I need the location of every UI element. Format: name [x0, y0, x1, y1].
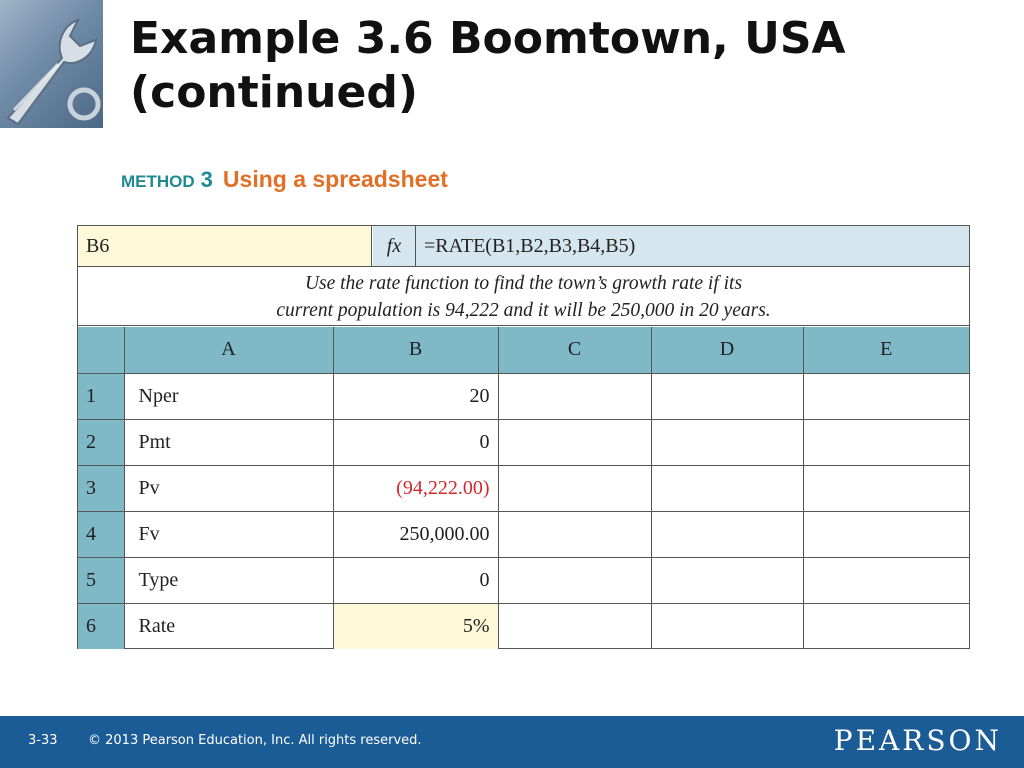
page-number: 3-33 [28, 733, 58, 748]
table-row [78, 557, 969, 603]
cell-e2[interactable] [803, 419, 969, 465]
wrench-logo-icon [0, 0, 103, 128]
row-header[interactable]: 3 [78, 465, 124, 511]
pearson-logo: PEARSON [833, 724, 1002, 757]
copyright-notice: © 2013 Pearson Education, Inc. All rights reserved. [88, 733, 422, 748]
row-header[interactable]: 6 [78, 603, 124, 649]
cell-c5[interactable] [498, 557, 651, 603]
title-line-1: Example 3.6 Boomtown, USA [130, 13, 846, 64]
cell-b4[interactable]: 250,000.00 [333, 511, 498, 557]
cell-e6[interactable] [803, 603, 969, 649]
formula-input[interactable]: =RATE(B1,B2,B3,B4,B5) [416, 226, 969, 266]
cell-e1[interactable] [803, 373, 969, 419]
formula-bar [78, 226, 969, 267]
cell-d6[interactable] [651, 603, 803, 649]
cell-c4[interactable] [498, 511, 651, 557]
cell-e3[interactable] [803, 465, 969, 511]
cell-d4[interactable] [651, 511, 803, 557]
table-row [78, 465, 969, 511]
spreadsheet-caption [78, 267, 969, 326]
cell-a3[interactable]: Pv [124, 465, 333, 511]
table-row [78, 603, 969, 649]
cell-b2[interactable]: 0 [333, 419, 498, 465]
column-header-b[interactable]: B [333, 327, 498, 373]
column-header-a[interactable]: A [124, 327, 333, 373]
fx-icon[interactable]: fx [373, 226, 416, 266]
cell-d5[interactable] [651, 557, 803, 603]
caption-line-2: current population is 94,222 and it will be 250,000 in 20 years. [276, 300, 771, 321]
footer-bar [0, 716, 1024, 768]
cell-a6[interactable]: Rate [124, 603, 333, 649]
cell-a4[interactable]: Fv [124, 511, 333, 557]
cell-reference-box[interactable]: B6 [78, 226, 372, 266]
column-header-row [78, 327, 969, 373]
cell-c2[interactable] [498, 419, 651, 465]
spreadsheet [77, 225, 970, 649]
cell-e5[interactable] [803, 557, 969, 603]
table-row [78, 419, 969, 465]
row-header[interactable]: 2 [78, 419, 124, 465]
page-title [130, 12, 846, 120]
column-header-d[interactable]: D [651, 327, 803, 373]
cell-c1[interactable] [498, 373, 651, 419]
cell-d3[interactable] [651, 465, 803, 511]
cell-b1[interactable]: 20 [333, 373, 498, 419]
cell-c3[interactable] [498, 465, 651, 511]
row-header[interactable]: 5 [78, 557, 124, 603]
cell-c6[interactable] [498, 603, 651, 649]
row-header[interactable]: 4 [78, 511, 124, 557]
cell-a5[interactable]: Type [124, 557, 333, 603]
row-header[interactable]: 1 [78, 373, 124, 419]
method-word: METHOD [121, 172, 195, 191]
title-line-2: (continued) [130, 67, 418, 118]
column-header-c[interactable]: C [498, 327, 651, 373]
cell-e4[interactable] [803, 511, 969, 557]
cell-b5[interactable]: 0 [333, 557, 498, 603]
method-title: Using a spreadsheet [222, 166, 448, 192]
cell-grid [78, 327, 969, 649]
column-header-e[interactable]: E [803, 327, 969, 373]
caption-line-1: Use the rate function to find the town’s growth rate if its [304, 273, 743, 294]
cell-a1[interactable]: Nper [124, 373, 333, 419]
select-all-corner[interactable] [78, 327, 124, 373]
cell-a2[interactable]: Pmt [124, 419, 333, 465]
cell-b6-selected[interactable]: 5% [333, 603, 498, 649]
table-row [78, 373, 969, 419]
method-heading [121, 166, 448, 193]
cell-d1[interactable] [651, 373, 803, 419]
table-row [78, 511, 969, 557]
cell-b3[interactable]: (94,222.00) [333, 465, 498, 511]
cell-d2[interactable] [651, 419, 803, 465]
method-number: 3 [200, 167, 213, 192]
